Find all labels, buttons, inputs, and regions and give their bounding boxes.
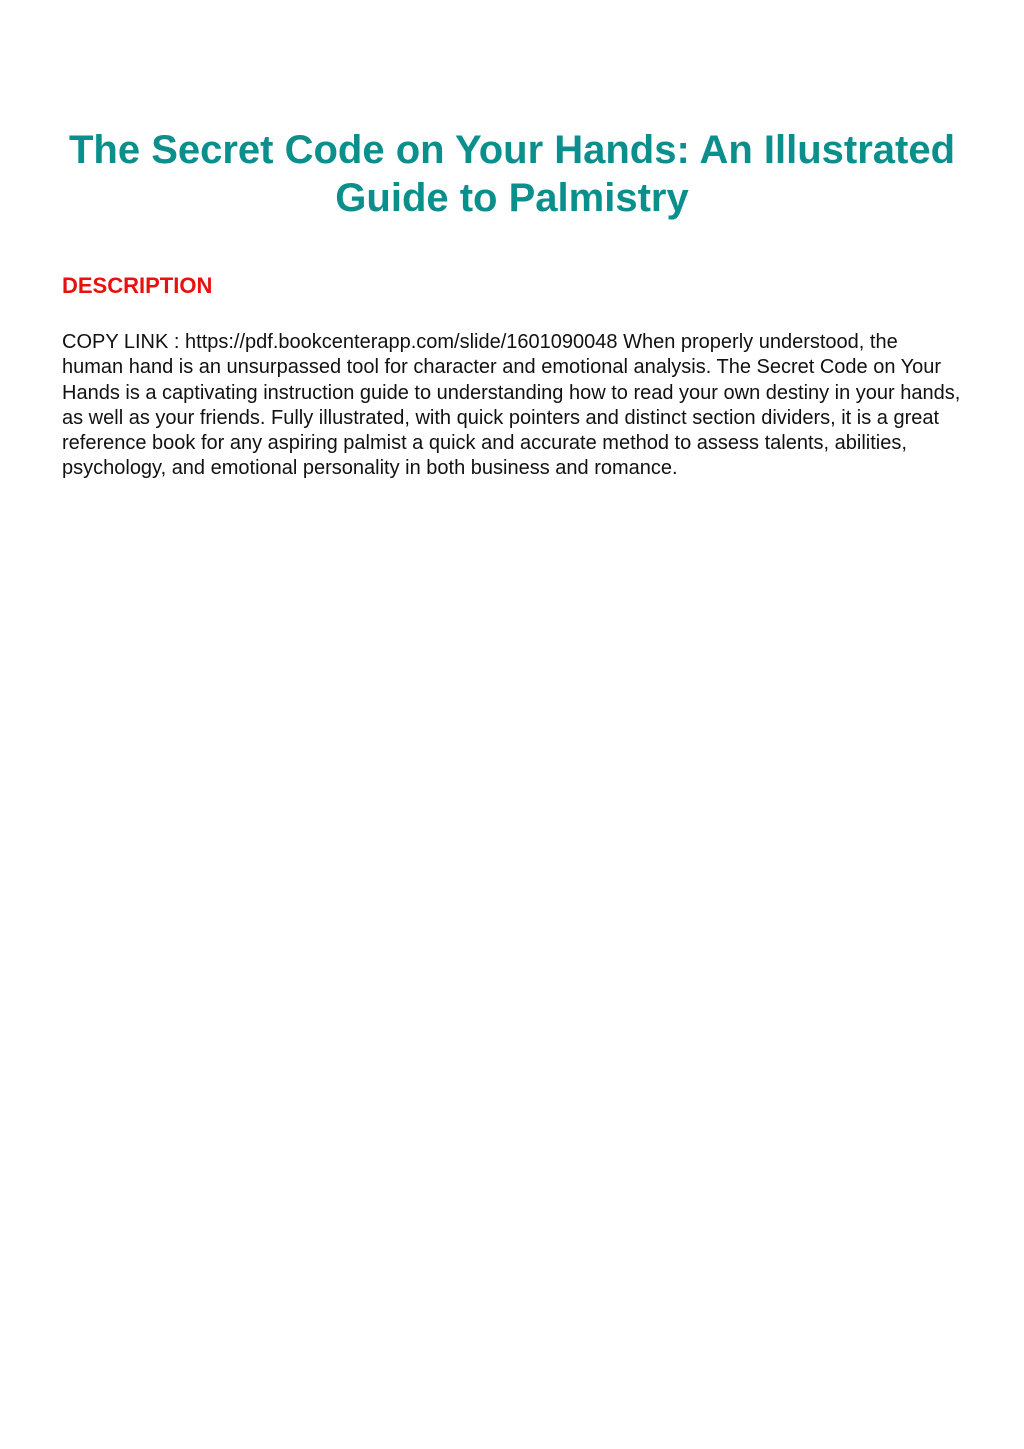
document-title: The Secret Code on Your Hands: An Illustrated Guide to Palmistry	[68, 128, 956, 220]
description-heading: DESCRIPTION	[62, 273, 213, 298]
description-text: COPY LINK : https://pdf.bookcenterapp.com/slide/1601090048 When properly understood, the human hand is an unsurpassed tool for character and emotional analysis. The Secret Code on Your Hands is a captivating instruction guide to understanding how to read your own destiny in your hands, as well as your friends. Fully illustrated, with quick pointers and distinct section dividers, it is a great reference book for any aspiring palmist a quick and accurate method to assess talents, abilities, psychology, and emotional personality in both business and romance.	[62, 331, 961, 480]
